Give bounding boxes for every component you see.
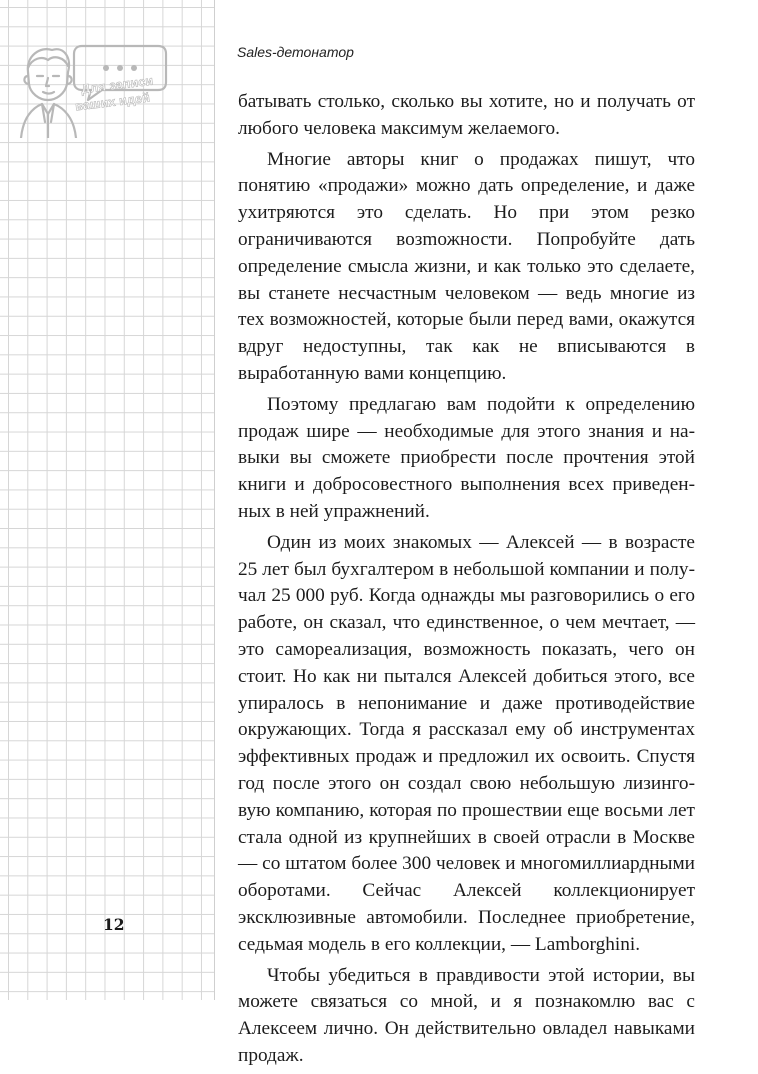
page-number: 12 <box>103 915 125 934</box>
logo-caption-line-1: Для записи <box>80 73 155 97</box>
logo-caption-line-2: ваших идей <box>74 90 151 114</box>
running-title: Sales-детонатор <box>237 44 354 60</box>
paragraph: Поэтому предлагаю вам подойти к определению продаж шире — необходимые для этого знания и навыки вы сможете приобрести после прочтения этой книги и добросовестного выполнения всех приведенных в ней упражнений. <box>238 393 695 522</box>
paragraph: батывать столько, сколько вы хотите, но и получать от любого человека максимум желаемого. <box>238 91 695 139</box>
paragraph: Один из моих знакомых — Алексей — в возрасте 25 лет был бухгалтером в небольшой компании и получал 25 000 руб. Когда однажды мы разговорились о его работе, он сказал, что единственное, о чем мечтает, — это самореализация, возможность показать, чего он стоит. Но как ни пытался Алексей добиться этого, все упиралось в непонимание и даже противодействие окружающих. Тогда я рассказал ему об инструментах эффективных продаж и предложил их освоить. Спустя год после этого он создал свою небольшую лизинговую компанию, которая по прошествии еще восьми лет стала одной из крупнейших в своей отрасли в Москве — со штатом более 300 человек и многомиллиардными оборотами. Сейчас Алексей коллекционирует эксклюзивные автомобили. Последнее приобретение, седьмая модель в его коллекции, — Lamborghini. <box>238 531 695 955</box>
notes-grid-margin <box>0 0 215 1000</box>
paragraph: Чтобы убедиться в правдивости этой истории, вы можете связаться со мной, и я познакомлю вас с Алексеем лично. Он действительно овладел навыками продаж. <box>238 964 695 1066</box>
body-text <box>238 89 695 1074</box>
paragraph: Многие авторы книг о продажах пишут, что понятию «продажи» можно дать определение, и даже ухитряются это сделать. Но при этом резко ограничиваются возmожности. Попробуйте дать определение смысла жизни, и как только это сделаете, вы станете несчастным человеком — ведь многие из тех возможностей, которые были перед вами, окажутся вдруг недоступны, так как не вписываются в выработанную вами концепцию. <box>238 148 695 384</box>
